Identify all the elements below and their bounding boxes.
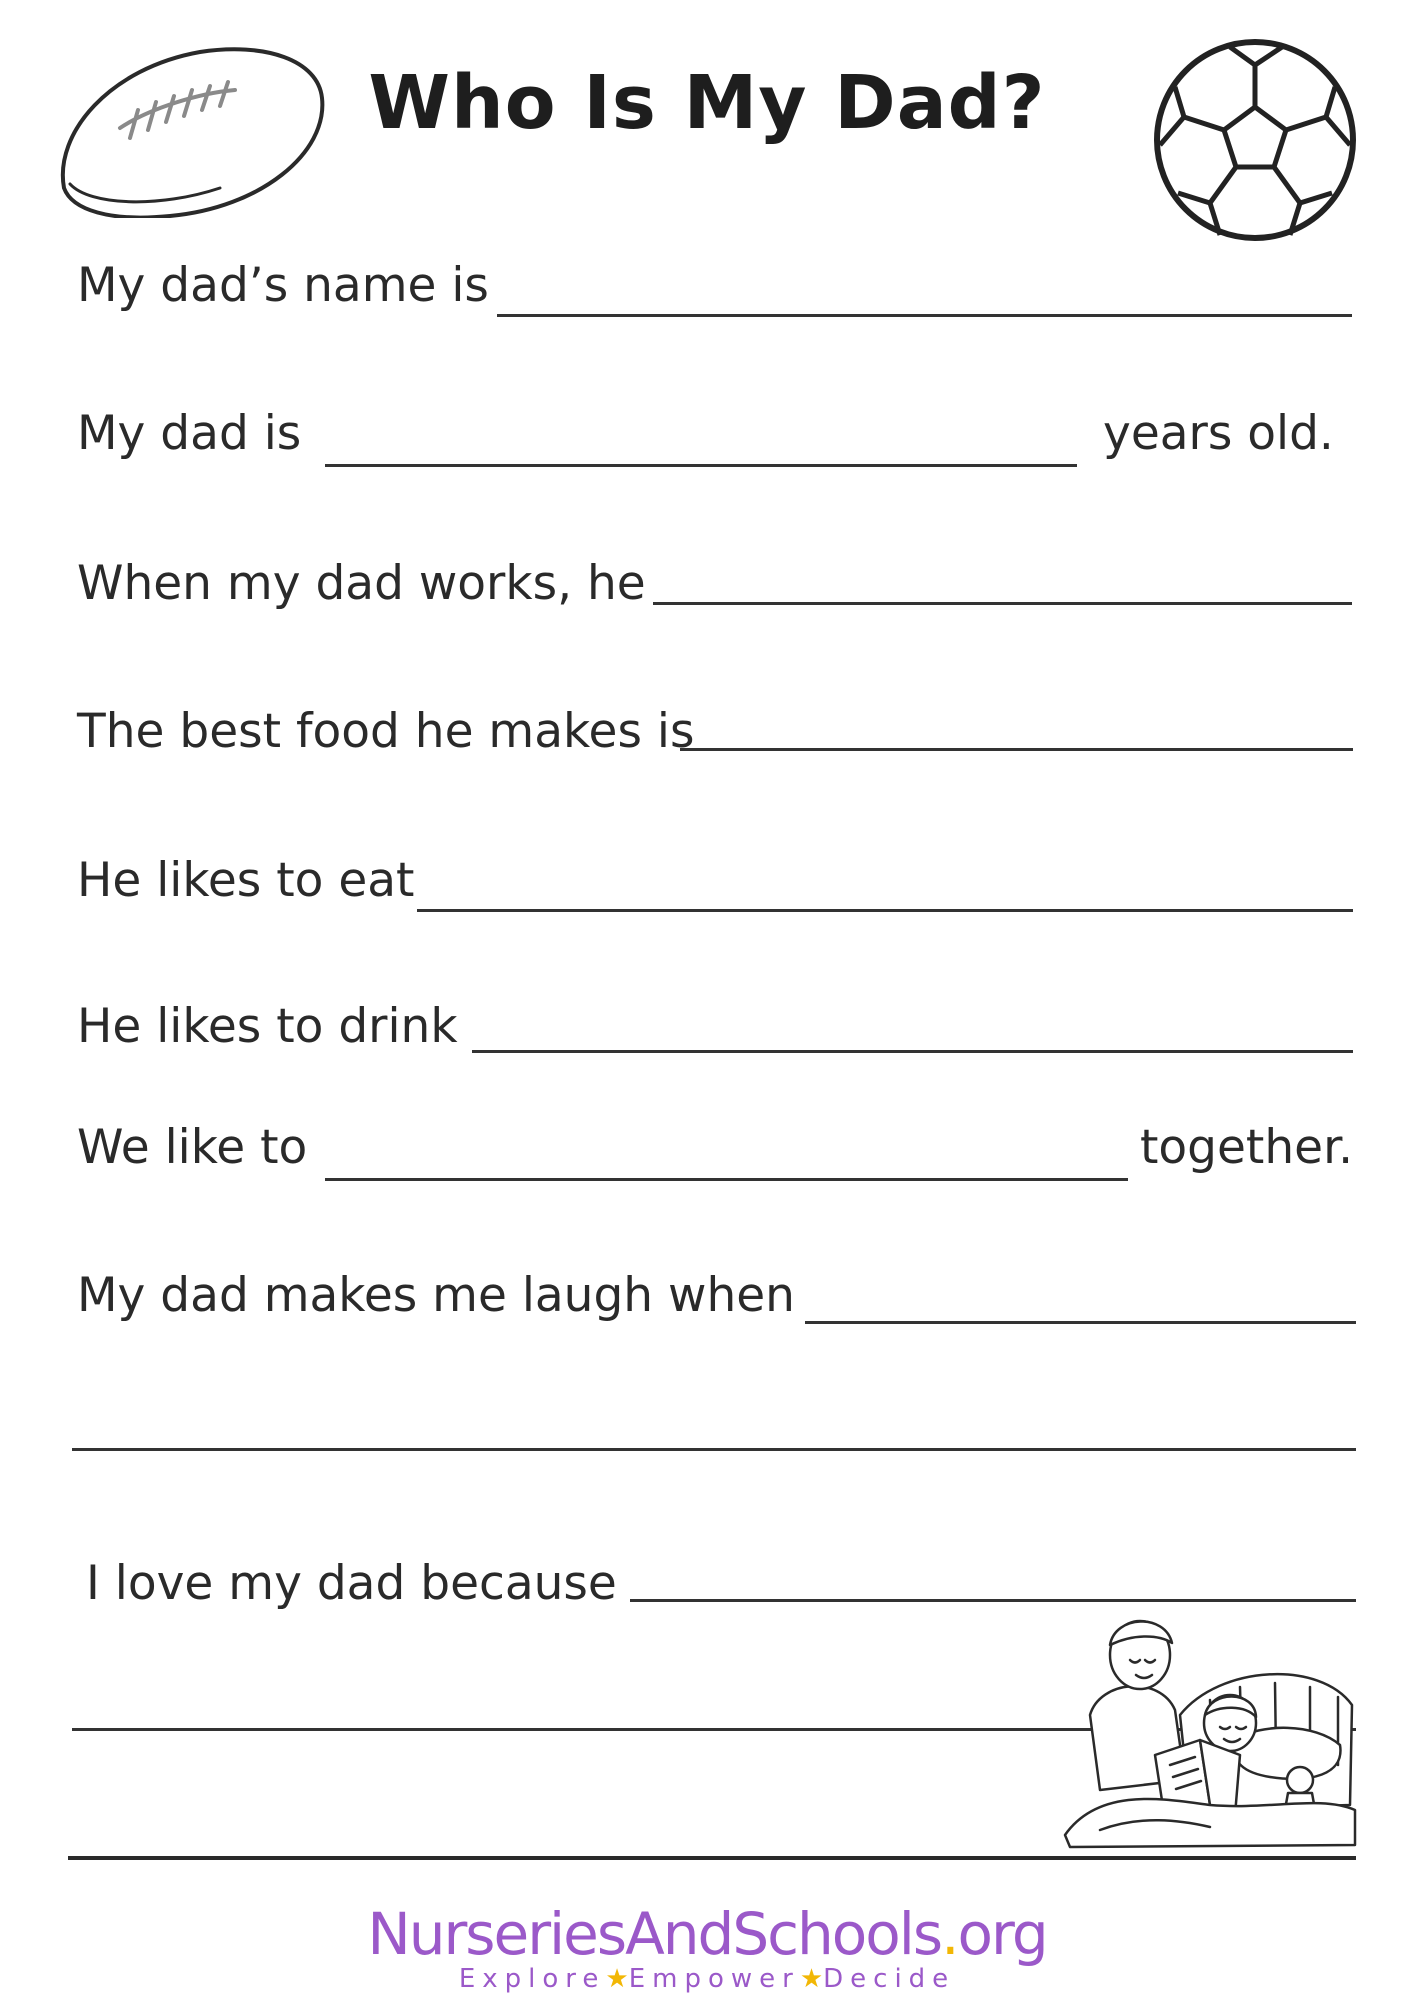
age-label: My dad is (77, 406, 302, 461)
age-suffix: years old. (1103, 406, 1334, 461)
brand-logo-prefix: NurseriesAndSchools (367, 1900, 942, 1968)
love-line[interactable] (630, 1599, 1356, 1602)
drink-line[interactable] (472, 1050, 1353, 1053)
love-label: I love my dad because (86, 1556, 617, 1611)
laugh-line[interactable] (805, 1321, 1356, 1324)
best-food-label: The best food he makes is (77, 704, 695, 759)
brand-tagline (0, 1966, 1414, 1992)
tagline-explore: Explore (458, 1964, 606, 1994)
laugh-label: My dad makes me laugh when (77, 1268, 795, 1323)
together-label: We like to (77, 1120, 308, 1175)
brand-logo (0, 1900, 1414, 1968)
star-icon: ★ (799, 1964, 824, 1994)
name-line[interactable] (497, 314, 1352, 317)
tagline-decide: Decide (823, 1964, 956, 1994)
together-suffix: together. (1140, 1120, 1354, 1175)
laugh-line-2[interactable] (72, 1448, 1356, 1451)
eat-line[interactable] (417, 909, 1353, 912)
age-line[interactable] (325, 464, 1077, 467)
dad-reading-illustration (1060, 1605, 1360, 1855)
best-food-line[interactable] (680, 748, 1353, 751)
drink-label: He likes to drink (77, 999, 458, 1054)
together-line[interactable] (325, 1178, 1128, 1181)
work-label: When my dad works, he (77, 556, 646, 611)
page-title: Who Is My Dad? (368, 60, 1046, 146)
football-icon (1150, 35, 1360, 245)
brand-logo-dot: . (941, 1900, 958, 1968)
brand-logo-suffix: org (957, 1900, 1047, 1968)
work-line[interactable] (653, 602, 1352, 605)
tagline-empower: Empower (628, 1964, 800, 1994)
eat-label: He likes to eat (77, 853, 415, 908)
name-label: My dad’s name is (77, 258, 489, 313)
star-icon: ★ (605, 1964, 629, 1994)
footer-divider (68, 1856, 1356, 1860)
